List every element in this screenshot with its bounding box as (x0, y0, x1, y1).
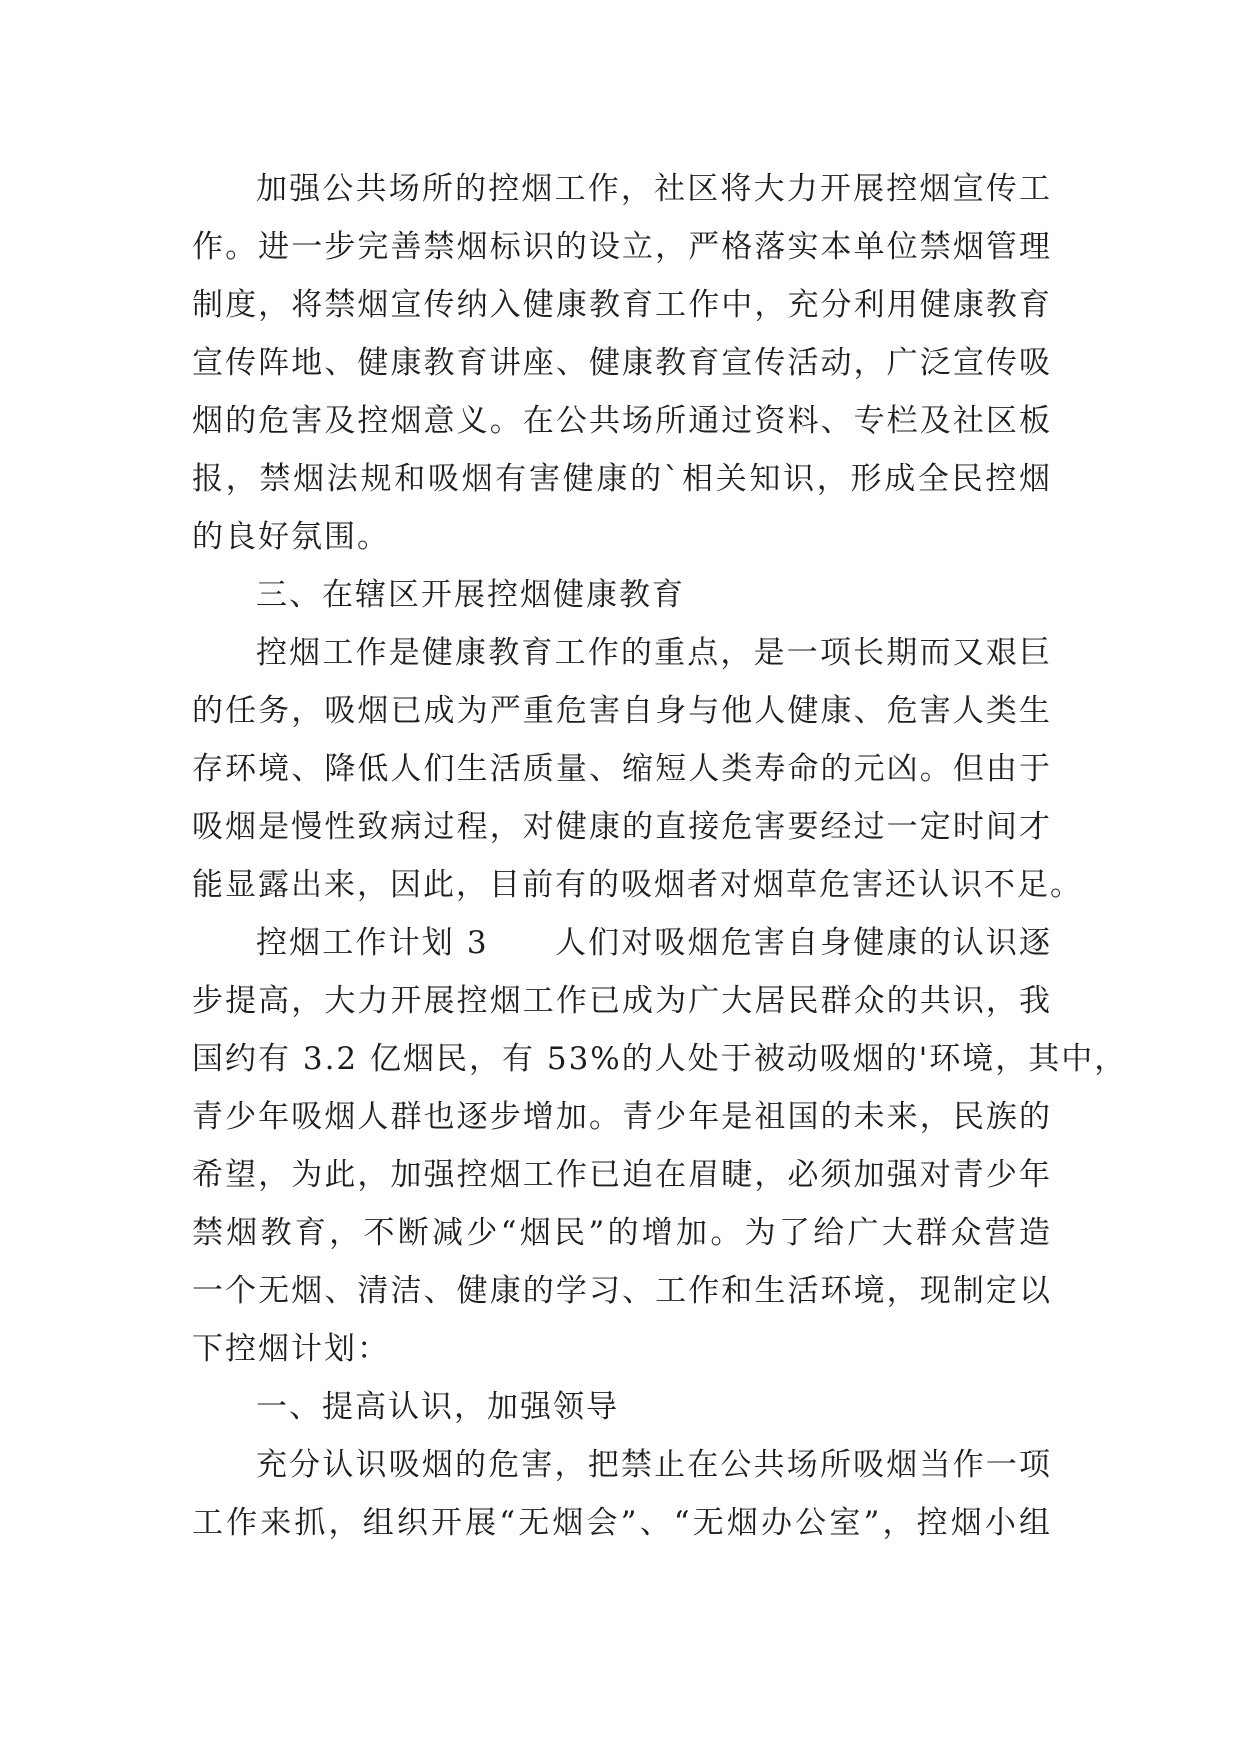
section-heading-1 (192, 1378, 1052, 1436)
text-line: 工作来抓，组织开展“无烟会”、“无烟办公室”，控烟小组 (192, 1505, 1052, 1541)
text-line: 制度，将禁烟宣传纳入健康教育工作中，充分利用健康教育 (192, 287, 1052, 323)
text-line: 国约有 3.2 亿烟民，有 53%的人处于被动吸烟的'环境，其中， (192, 1041, 1128, 1077)
text-line: 充分认识吸烟的危害，把禁止在公共场所吸烟当作一项 (256, 1447, 1052, 1483)
heading-line: 三、在辖区开展控烟健康教育 (256, 577, 685, 613)
text-line: 希望，为此，加强控烟工作已迫在眉睫，必须加强对青少年 (192, 1157, 1052, 1193)
text-line: 作。进一步完善禁烟标识的设立，严格落实本单位禁烟管理 (192, 229, 1052, 265)
paragraph-2 (192, 624, 1083, 914)
text-line: 报，禁烟法规和吸烟有害健康的`相关知识，形成全民控烟 (192, 461, 1052, 497)
text-line: 控烟工作计划 3 人们对吸烟危害自身健康的认识逐 (256, 925, 1052, 961)
document-body (192, 160, 1128, 1552)
text-line: 加强公共场所的控烟工作，社区将大力开展控烟宣传工 (256, 171, 1052, 207)
text-line: 能显露出来，因此，目前有的吸烟者对烟草危害还认识不足。 (192, 867, 1083, 903)
text-line: 禁烟教育，不断减少“烟民”的增加。为了给广大群众营造 (192, 1215, 1052, 1251)
paragraph-4 (192, 1436, 1052, 1552)
text-line: 烟的危害及控烟意义。在公共场所通过资料、专栏及社区板 (192, 403, 1052, 439)
text-line: 控烟工作是健康教育工作的重点，是一项长期而又艰巨 (256, 635, 1052, 671)
text-line: 步提高，大力开展控烟工作已成为广大居民群众的共识，我 (192, 983, 1052, 1019)
text-line: 下控烟计划： (192, 1331, 390, 1367)
heading-line: 一、提高认识，加强领导 (256, 1389, 619, 1425)
paragraph-1 (192, 160, 1052, 566)
text-line: 宣传阵地、健康教育讲座、健康教育宣传活动，广泛宣传吸 (192, 345, 1052, 381)
text-line: 的良好氛围。 (192, 519, 390, 555)
text-line: 青少年吸烟人群也逐步增加。青少年是祖国的未来，民族的 (192, 1099, 1052, 1135)
text-line: 的任务，吸烟已成为严重危害自身与他人健康、危害人类生 (192, 693, 1052, 729)
text-line: 存环境、降低人们生活质量、缩短人类寿命的元凶。但由于 (192, 751, 1052, 787)
text-line: 一个无烟、清洁、健康的学习、工作和生活环境，现制定以 (192, 1273, 1052, 1309)
paragraph-3 (192, 914, 1128, 1378)
section-heading-3 (192, 566, 1052, 624)
text-line: 吸烟是慢性致病过程，对健康的直接危害要经过一定时间才 (192, 809, 1052, 845)
